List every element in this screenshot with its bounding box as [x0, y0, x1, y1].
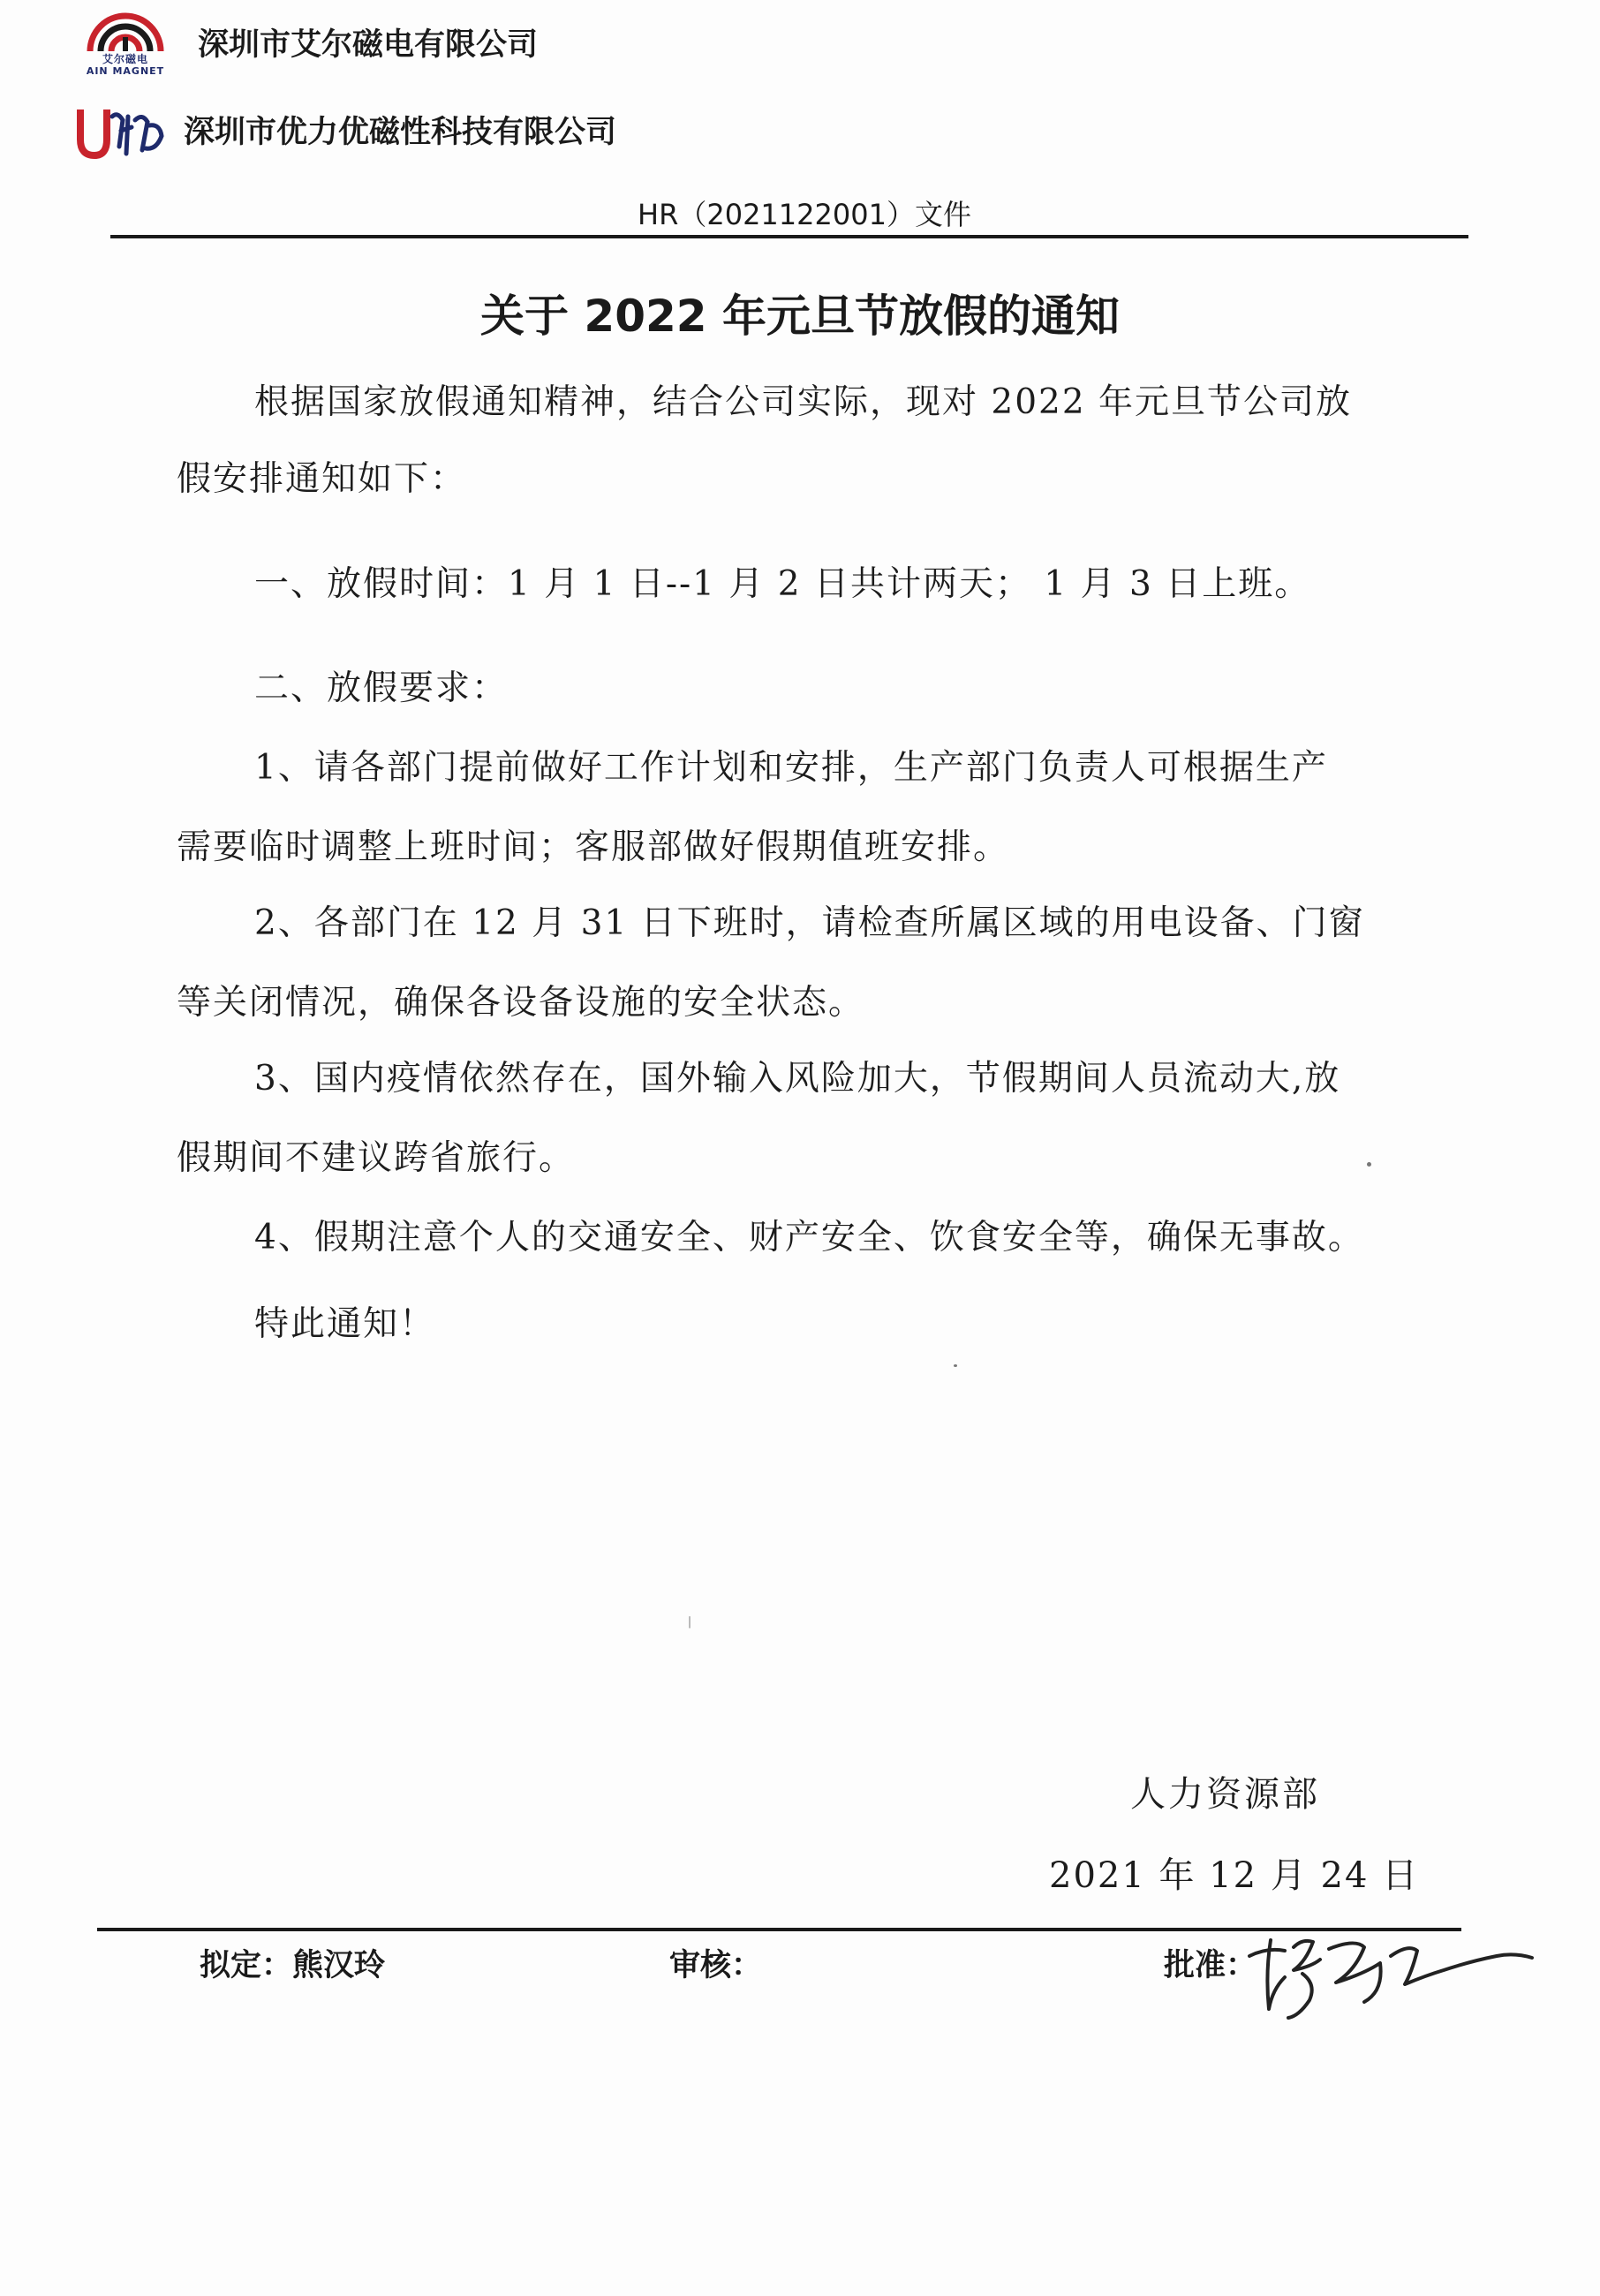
handwritten-signature	[1232, 1885, 1541, 2027]
company-header-2	[72, 99, 616, 161]
drafted-by-name: 熊汉玲	[292, 1948, 386, 1983]
item-2-line-1: 2、各部门在 12 月 31 日下班时，请检查所属区域的用电设备、门窗	[254, 903, 1365, 943]
scan-speck	[954, 1364, 957, 1367]
drafted-by-label: 拟定：	[200, 1948, 293, 1983]
uliyou-logo	[72, 99, 170, 161]
item-4-line-1: 4、假期注意个人的交通安全、财产安全、饮食安全等，确保无事故。	[254, 1218, 1364, 1258]
item-3-line-2: 假期间不建议跨省旅行。	[177, 1138, 576, 1178]
closing-text: 特此通知！	[254, 1304, 436, 1344]
intro-line-2: 假安排通知如下：	[177, 459, 467, 499]
intro-line-1: 根据国家放假通知精神，结合公司实际，现对 2022 年元旦节公司放	[254, 382, 1353, 422]
document-number: HR（2021122001）文件	[638, 198, 971, 231]
uliyou-brand-icon	[77, 104, 165, 161]
approved-by-label: 批准：	[1164, 1948, 1257, 1983]
logo-mark-subtext: AIN MAGNET	[86, 65, 165, 77]
header-divider	[110, 235, 1468, 238]
logo-mark-text: 艾尔磁电	[102, 53, 148, 65]
company-name-1: 深圳市艾尔磁电有限公司	[198, 27, 539, 63]
item-1-line-1: 1、请各部门提前做好工作计划和安排，生产部门负责人可根据生产	[254, 748, 1328, 788]
issue-date: 2021 年 12 月 24 日	[1049, 1855, 1420, 1896]
reviewed-by-label: 审核：	[669, 1948, 763, 1983]
item-2-line-2: 等关闭情况，确保各设备设施的安全状态。	[177, 983, 865, 1023]
scan-speck	[1367, 1162, 1371, 1167]
reviewed-by	[669, 1941, 762, 1985]
ain-magnet-logo	[72, 7, 178, 78]
section-2-heading: 二、放假要求：	[254, 668, 509, 708]
item-3-line-1: 3、国内疫情依然存在，国外输入风险加大，节假期间人员流动大,放	[254, 1059, 1341, 1099]
item-1-line-2: 需要临时调整上班时间；客服部做好假期值班安排。	[177, 827, 1010, 867]
scan-speck	[689, 1616, 691, 1628]
issuing-department: 人力资源部	[1130, 1774, 1320, 1815]
company-name-2: 深圳市优力优磁性科技有限公司	[184, 115, 617, 150]
drafted-by	[200, 1941, 385, 1985]
company-header-1	[72, 7, 538, 78]
section-1-holiday-time: 一、放假时间：1 月 1 日--1 月 2 日共计两天； 1 月 3 日上班。	[254, 564, 1311, 604]
notice-title: 关于 2022 年元旦节放假的通知	[480, 291, 1120, 342]
magnet-arc-icon	[83, 11, 168, 53]
